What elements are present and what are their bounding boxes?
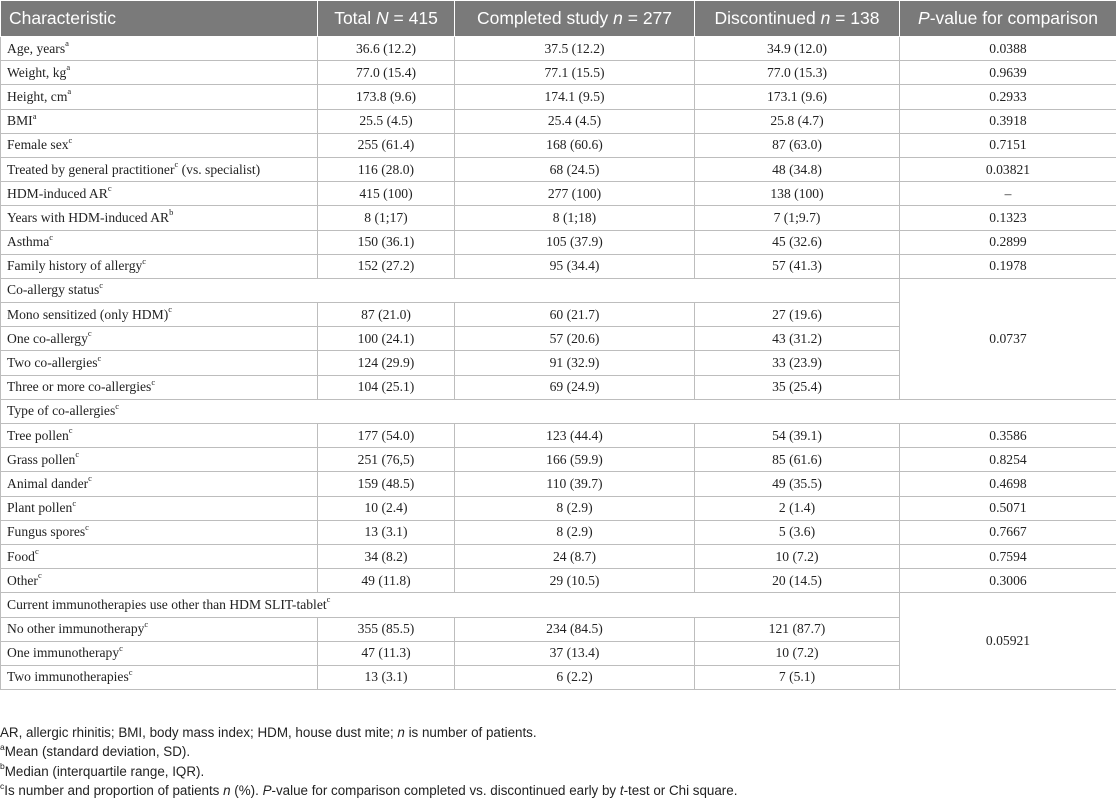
cell-pvalue: – [900, 182, 1116, 206]
cell-discontinued: 43 (31.2) [695, 327, 900, 351]
cell-pvalue: 0.7594 [900, 544, 1116, 568]
cell-total: 13 (3.1) [318, 520, 455, 544]
cell-total: 255 (61.4) [318, 133, 455, 157]
cell-pvalue: 0.1323 [900, 206, 1116, 230]
cell-total: 124 (29.9) [318, 351, 455, 375]
cell-total: 251 (76,5) [318, 448, 455, 472]
cell-discontinued: 25.8 (4.7) [695, 109, 900, 133]
row-label: Grass pollen$^c$ [1, 448, 318, 472]
table-row [1, 182, 1116, 206]
cell-total: 177 (54.0) [318, 424, 455, 448]
row-label: Asthma$^c$ [1, 230, 318, 254]
cell-pvalue: 0.0388 [900, 37, 1116, 61]
cell-total: 34 (8.2) [318, 544, 455, 568]
cell-discontinued: 33 (23.9) [695, 351, 900, 375]
cell-pvalue: 0.2933 [900, 85, 1116, 109]
cell-completed: 24 (8.7) [455, 544, 695, 568]
cell-pvalue: 0.05921 [900, 593, 1116, 690]
row-label: Height, $cm^a$ [1, 85, 318, 109]
table-row [1, 424, 1116, 448]
header-pvalue: P-value for comparison [900, 1, 1116, 37]
cell-pvalue: 0.3586 [900, 424, 1116, 448]
table-row [1, 448, 1116, 472]
row-label: HDM-induced $AR^c$ [1, 182, 318, 206]
table-row [1, 520, 1116, 544]
cell-completed: 69 (24.9) [455, 375, 695, 399]
cell-completed: 57 (20.6) [455, 327, 695, 351]
cell-discontinued: 87 (63.0) [695, 133, 900, 157]
cell-completed: 6 (2.2) [455, 665, 695, 689]
cell-total: 10 (2.4) [318, 496, 455, 520]
cell-discontinued: 77.0 (15.3) [695, 61, 900, 85]
cell-discontinued: 138 (100) [695, 182, 900, 206]
table-row [1, 569, 1116, 593]
row-label: Female sex$^c$ [1, 133, 318, 157]
cell-completed: 105 (37.9) [455, 230, 695, 254]
row-label: Plant pollen$^c$ [1, 496, 318, 520]
cell-completed: 166 (59.9) [455, 448, 695, 472]
cell-pvalue: 0.9639 [900, 61, 1116, 85]
cell-discontinued: 27 (19.6) [695, 303, 900, 327]
cell-discontinued: 5 (3.6) [695, 520, 900, 544]
cell-pvalue: 0.5071 [900, 496, 1116, 520]
cell-pvalue: 0.7667 [900, 520, 1116, 544]
cell-pvalue: 0.3918 [900, 109, 1116, 133]
cell-total: 100 (24.1) [318, 327, 455, 351]
group-row-types [1, 399, 1116, 423]
table-row [1, 230, 1116, 254]
row-label: Food$^c$ [1, 544, 318, 568]
cell-completed: 8 (2.9) [455, 496, 695, 520]
cell-discontinued: 20 (14.5) [695, 569, 900, 593]
row-label: Two immunotherapies$^c$ [1, 665, 318, 689]
cell-pvalue: 0.0737 [900, 278, 1116, 399]
cell-completed: 8 (1;18) [455, 206, 695, 230]
table-row [1, 109, 1116, 133]
cell-discontinued: 54 (39.1) [695, 424, 900, 448]
row-label: Fungus spores$^c$ [1, 520, 318, 544]
group-label: Type of co-allergies$^c$ [1, 399, 1116, 423]
cell-discontinued: 48 (34.8) [695, 157, 900, 181]
cell-discontinued: 85 (61.6) [695, 448, 900, 472]
header-characteristic: Characteristic [1, 1, 318, 37]
row-label: Weight, $kg^a$ [1, 61, 318, 85]
cell-total: 47 (11.3) [318, 641, 455, 665]
cell-completed: 174.1 (9.5) [455, 85, 695, 109]
footnote-abbreviations: AR, allergic rhinitis; BMI, body mass index; HDM, house dust mite; n is number of patients. [0, 725, 537, 740]
cell-total: 150 (36.1) [318, 230, 455, 254]
cell-completed: 60 (21.7) [455, 303, 695, 327]
cell-discontinued: 35 (25.4) [695, 375, 900, 399]
cell-completed: 168 (60.6) [455, 133, 695, 157]
footnote-b: $^b$Median (interquartile range, IQR). [0, 761, 205, 779]
cell-discontinued: 7 (5.1) [695, 665, 900, 689]
cell-completed: 68 (24.5) [455, 157, 695, 181]
cell-pvalue: 0.4698 [900, 472, 1116, 496]
cell-total: 173.8 (9.6) [318, 85, 455, 109]
cell-completed: 77.1 (15.5) [455, 61, 695, 85]
cell-total: 25.5 (4.5) [318, 109, 455, 133]
row-label: Animal dander$^c$ [1, 472, 318, 496]
cell-discontinued: 10 (7.2) [695, 544, 900, 568]
cell-discontinued: 10 (7.2) [695, 641, 900, 665]
header-discontinued: Discontinued n = 138 [695, 1, 900, 37]
table-row [1, 61, 1116, 85]
table-row [1, 37, 1116, 61]
cell-completed: 95 (34.4) [455, 254, 695, 278]
cell-total: 159 (48.5) [318, 472, 455, 496]
cell-pvalue: 0.2899 [900, 230, 1116, 254]
cell-completed: 8 (2.9) [455, 520, 695, 544]
header-row [1, 1, 1116, 37]
header-completed: Completed study n = 277 [455, 1, 695, 37]
cell-total: 87 (21.0) [318, 303, 455, 327]
cell-total: 49 (11.8) [318, 569, 455, 593]
group-label: Current immunotherapies use other than HDM SLIT-tablet$^c$ [1, 593, 900, 617]
row-label: Other$^c$ [1, 569, 318, 593]
cell-completed: 25.4 (4.5) [455, 109, 695, 133]
group-row-coallergy [1, 278, 1116, 302]
cell-completed: 123 (44.4) [455, 424, 695, 448]
table-row [1, 472, 1116, 496]
cell-total: 116 (28.0) [318, 157, 455, 181]
footnote-a: $^a$Mean (standard deviation, SD). [0, 741, 191, 760]
cell-discontinued: 45 (32.6) [695, 230, 900, 254]
cell-discontinued: 49 (35.5) [695, 472, 900, 496]
cell-discontinued: 173.1 (9.6) [695, 85, 900, 109]
cell-total: 355 (85.5) [318, 617, 455, 641]
cell-completed: 37 (13.4) [455, 641, 695, 665]
row-label: Age, years$^a$ [1, 37, 318, 61]
table-row [1, 544, 1116, 568]
cell-completed: 277 (100) [455, 182, 695, 206]
table-row [1, 206, 1116, 230]
cell-total: 104 (25.1) [318, 375, 455, 399]
row-label: One co-allergy$^c$ [1, 327, 318, 351]
table-row [1, 496, 1116, 520]
row-label: Mono sensitized (only HDM)$^c$ [1, 303, 318, 327]
row-label: Tree pollen$^c$ [1, 424, 318, 448]
cell-discontinued: 121 (87.7) [695, 617, 900, 641]
cell-discontinued: 7 (1;9.7) [695, 206, 900, 230]
table-row [1, 85, 1116, 109]
row-label: Family history of allergy$^c$ [1, 254, 318, 278]
row-label: BMI$^a$ [1, 109, 318, 133]
footnotes [0, 723, 1116, 799]
row-label: Three or more co-allergies$^c$ [1, 375, 318, 399]
cell-completed: 91 (32.9) [455, 351, 695, 375]
cell-completed: 37.5 (12.2) [455, 37, 695, 61]
cell-discontinued: 34.9 (12.0) [695, 37, 900, 61]
cell-pvalue: 0.1978 [900, 254, 1116, 278]
row-label: Treated by general practitioner$^c$ (vs. specialist) [1, 157, 318, 181]
cell-completed: 110 (39.7) [455, 472, 695, 496]
cell-pvalue: 0.3006 [900, 569, 1116, 593]
cell-completed: 234 (84.5) [455, 617, 695, 641]
row-label: Years with HDM-induced $AR^b$ [1, 206, 318, 230]
header-total: Total N = 415 [318, 1, 455, 37]
row-label: One immunotherapy$^c$ [1, 641, 318, 665]
table-row [1, 254, 1116, 278]
group-label: Co-allergy status$^c$ [1, 278, 900, 302]
cell-completed: 29 (10.5) [455, 569, 695, 593]
row-label: Two co-allergies$^c$ [1, 351, 318, 375]
cell-total: 13 (3.1) [318, 665, 455, 689]
cell-total: 77.0 (15.4) [318, 61, 455, 85]
cell-total: 36.6 (12.2) [318, 37, 455, 61]
cell-pvalue: 0.7151 [900, 133, 1116, 157]
footnote-c: $^c$Is number and proportion of patients n (%). P-value for comparison completed vs. discontinued early by t-test or Chi square. [0, 780, 738, 799]
row-label: No other immunotherapy$^c$ [1, 617, 318, 641]
table-row [1, 157, 1116, 181]
cell-discontinued: 57 (41.3) [695, 254, 900, 278]
group-row-immunotherapies [1, 593, 1116, 617]
cell-pvalue: 0.8254 [900, 448, 1116, 472]
cell-discontinued: 2 (1.4) [695, 496, 900, 520]
cell-total: 8 (1;17) [318, 206, 455, 230]
cell-total: 415 (100) [318, 182, 455, 206]
cell-pvalue: 0.03821 [900, 157, 1116, 181]
cell-total: 152 (27.2) [318, 254, 455, 278]
table-row [1, 133, 1116, 157]
